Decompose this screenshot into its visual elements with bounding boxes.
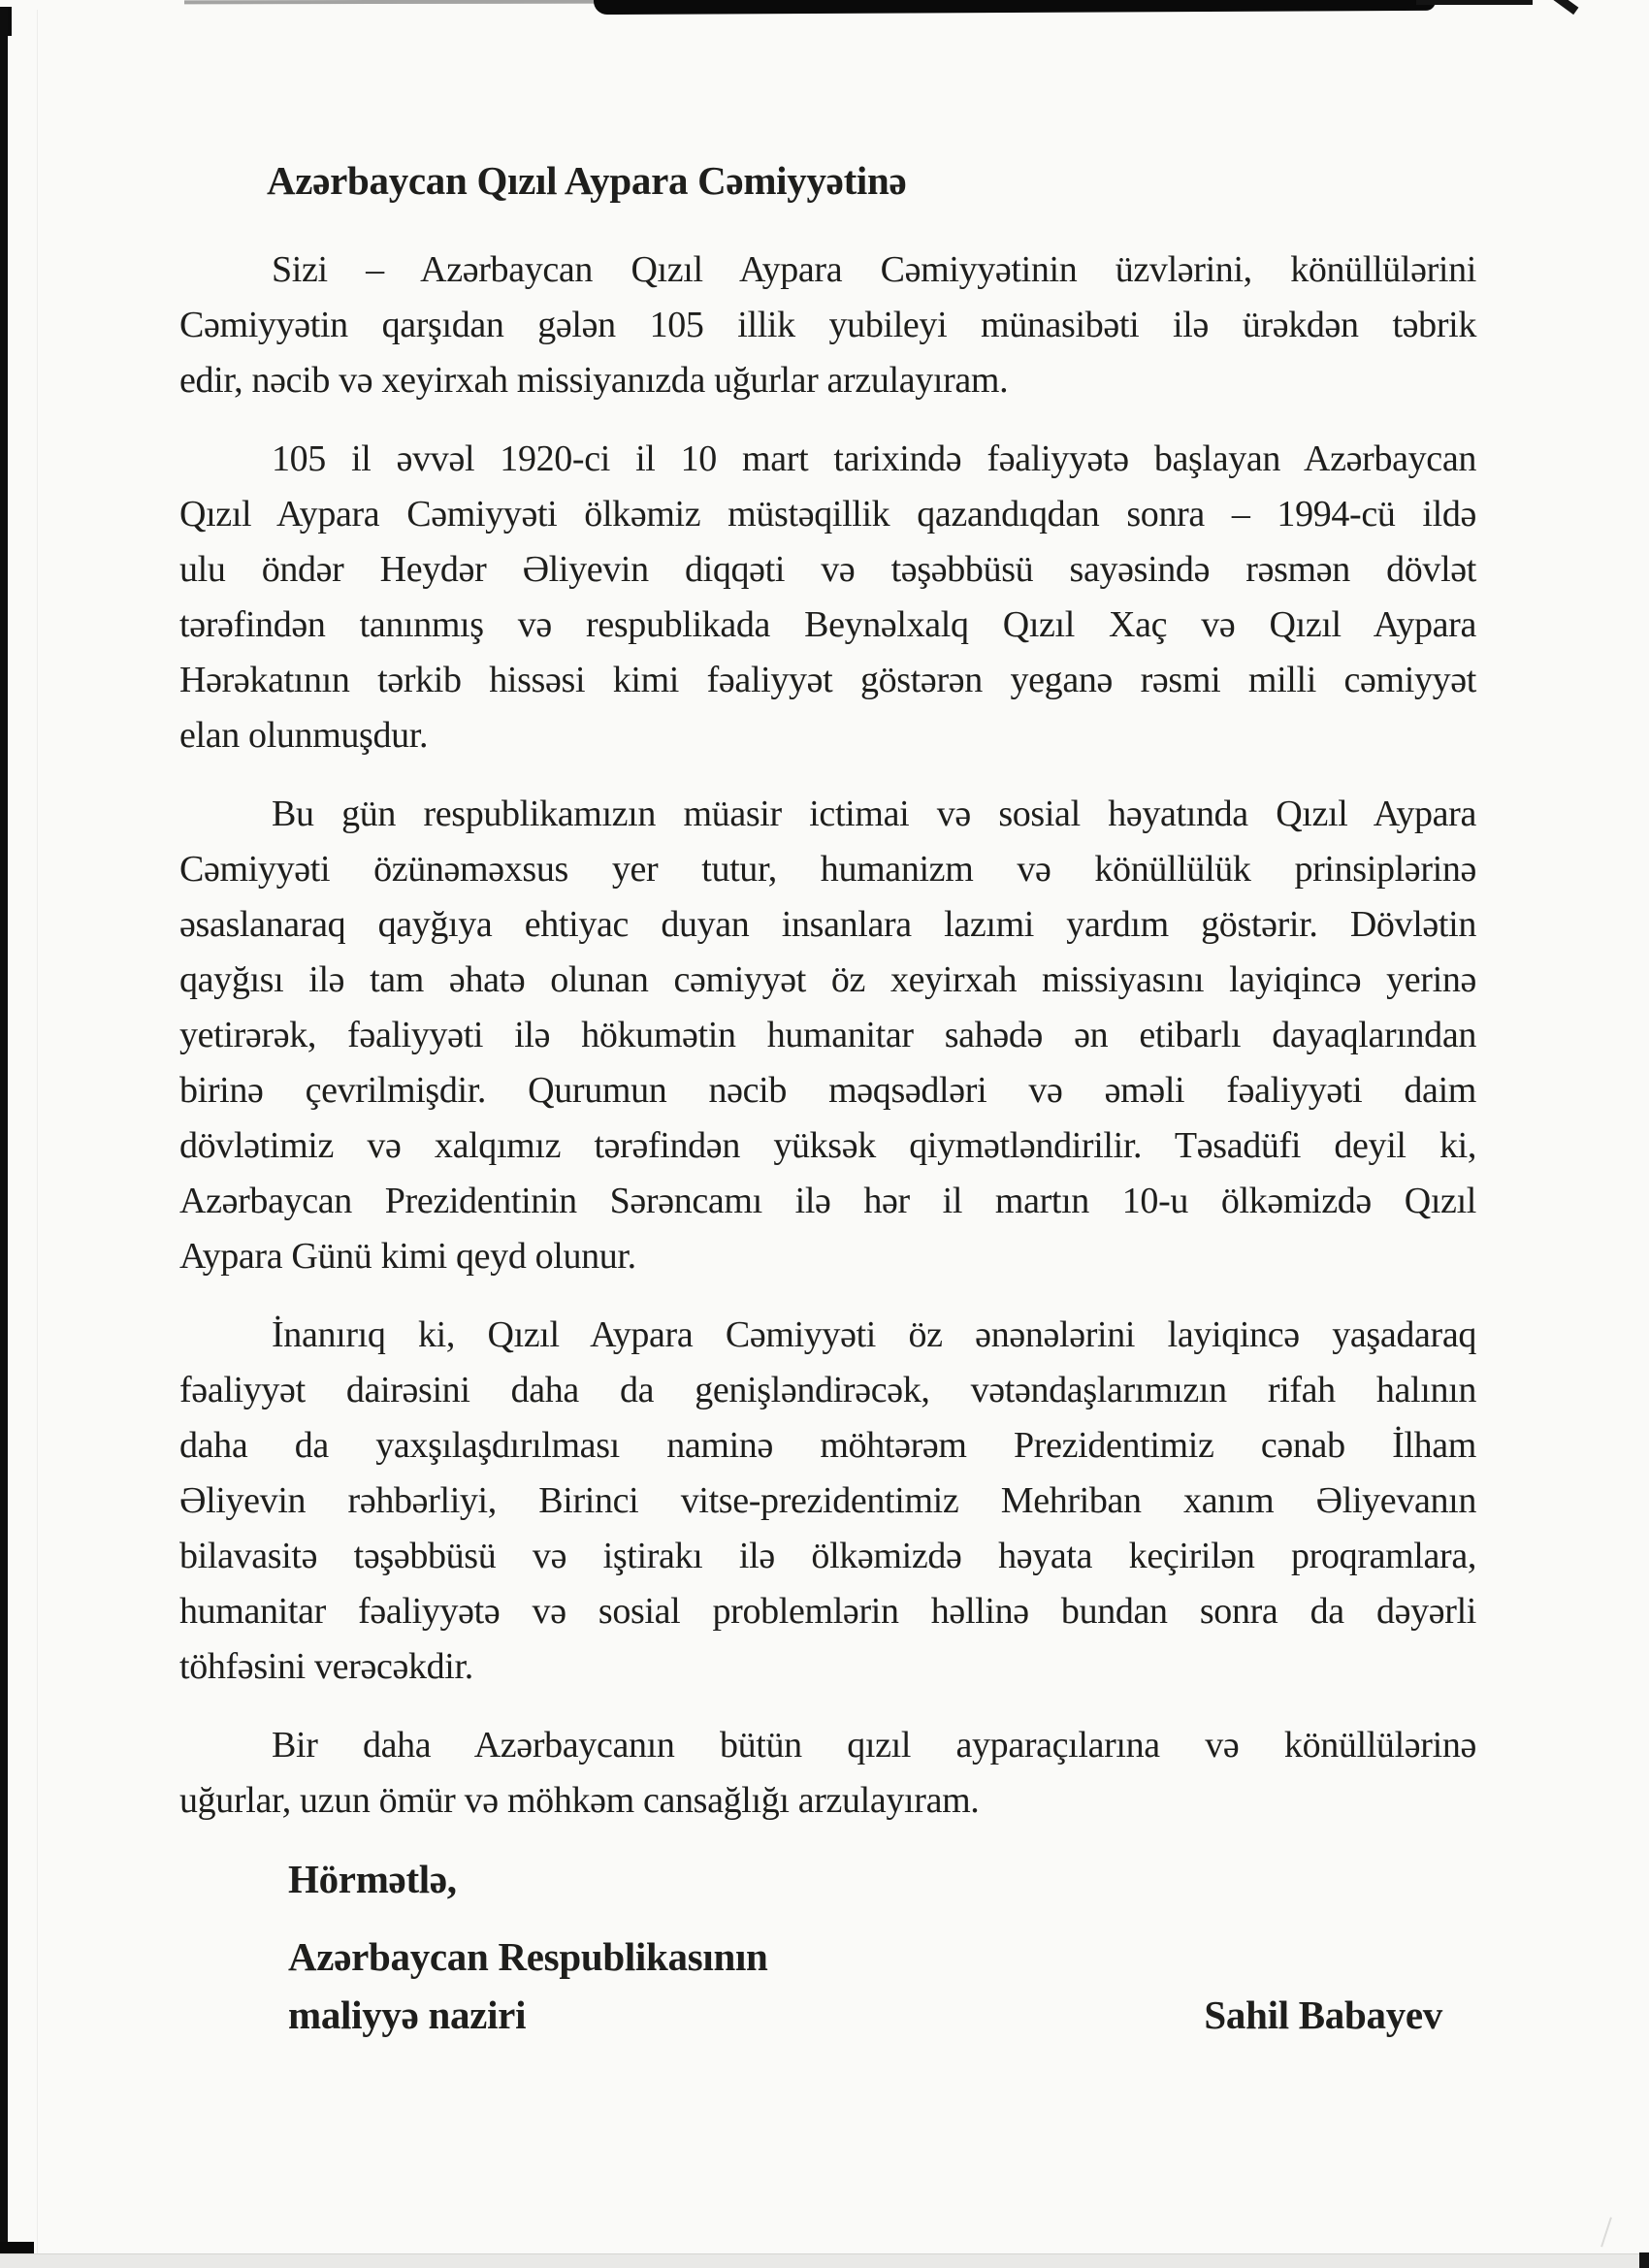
paragraph <box>179 787 1476 1284</box>
text-line: yetirərək, fəaliyyəti ilə hökumətin humanitar sahədə ən etibarlı dayaqlarından <box>179 1015 1476 1055</box>
text-line: Sizi – Azərbaycan Qızıl Aypara Cəmiyyətinin üzvlərini, könüllülərini <box>272 249 1476 290</box>
scan-artifact-top-band <box>594 0 1436 15</box>
letter-closing <box>179 1852 1476 2043</box>
text-line: fəaliyyət dairəsini daha da genişləndirəcək, vətəndaşlarımızın rifah halının <box>179 1370 1476 1410</box>
scan-artifact-corner-scratch <box>1539 0 1579 15</box>
text-line: ulu öndər Heydər Əliyevin diqqəti və təşəbbüsü sayəsində rəsmən dövlət <box>179 549 1476 590</box>
text-line: Azərbaycan Prezidentinin Sərəncamı ilə hər il martın 10-u ölkəmizdə Qızıl <box>179 1181 1476 1221</box>
letter-body <box>179 243 1476 1829</box>
paragraph <box>179 1308 1476 1695</box>
text-line: əsaslanaraq qayğıya ehtiyac duyan insanlara lazımi yardım göstərir. Dövlətin <box>179 904 1476 945</box>
text-line: 105 il əvvəl 1920-ci il 10 mart tarixində fəaliyyətə başlayan Azərbaycan <box>272 438 1476 479</box>
text-line: Cəmiyyətin qarşıdan gələn 105 illik yubileyi münasibəti ilə ürəkdən təbrik <box>179 305 1476 345</box>
text-line: Aypara Günü kimi qeyd olunur. <box>179 1236 636 1277</box>
text-line: tərəfindən tanınmış və respublikada Beynəlxalq Qızıl Xaç və Qızıl Aypara <box>179 604 1476 645</box>
text-line: bilavasitə təşəbbüsü və iştirakı ilə ölkəmizdə həyata keçirilən proqramlara, <box>179 1536 1476 1576</box>
text-line: birinə çevrilmişdir. Qurumun nəcib məqsədləri və əməli fəaliyyəti daim <box>179 1070 1476 1111</box>
text-line: Əliyevin rəhbərliyi, Birinci vitse-prezidentimiz Mehriban xanım Əliyevanın <box>179 1480 1476 1521</box>
text-line: töhfəsini verəcəkdir. <box>179 1646 473 1687</box>
sender-organization: Azərbaycan Respublikasının <box>288 1934 768 1979</box>
text-line: Hərəkatının tərkib hissəsi kimi fəaliyyət göstərən yeganə rəsmi milli cəmiyyət <box>179 660 1476 700</box>
text-line: Bu gün respublikamızın müasir ictimai və sosial həyatında Qızıl Aypara <box>272 794 1476 834</box>
scan-artifact-top-line <box>184 0 611 4</box>
closing-salutation: Hörmətlə, <box>288 1857 457 1901</box>
sender-title: maliyyə naziri <box>288 1993 527 2037</box>
text-line: uğurlar, uzun ömür və möhkəm cansağlığı arzulayıram. <box>179 1780 980 1821</box>
paragraph <box>179 432 1476 763</box>
signer-name: Sahil Babayev <box>1204 1993 1442 2037</box>
paragraph <box>179 243 1476 408</box>
text-line: qayğısı ilə tam əhatə olunan cəmiyyət öz xeyirxah missiyasını layiqincə yerinə <box>179 959 1476 1000</box>
text-line: dövlətimiz və xalqımız tərəfindən yüksək qiymətləndirilir. Təsadüfi deyil ki, <box>179 1125 1476 1166</box>
text-line: Cəmiyyəti özünəməxsus yer tutur, humanizm və könüllülük prinsiplərinə <box>179 849 1476 890</box>
scan-artifact-bottom-right-mark <box>1639 2252 1649 2268</box>
scan-artifact-bottom-strip <box>0 2253 1649 2268</box>
paragraph <box>179 1718 1476 1829</box>
text-line: daha da yaxşılaşdırılması naminə möhtərəm Prezidentimiz cənab İlham <box>179 1425 1476 1466</box>
text-line: edir, nəcib və xeyirxah missiyanızda uğurlar arzulayıram. <box>179 360 1009 401</box>
scan-artifact-bottom-scratch <box>1600 2217 1612 2247</box>
scan-artifact-page-fold-line <box>37 10 38 2253</box>
letter-title: Azərbaycan Qızıl Aypara Cəmiyyətinə <box>267 158 907 203</box>
text-line: humanitar fəaliyyətə və sosial problemlərin həllinə bundan sonra da dəyərli <box>179 1591 1476 1632</box>
signature-row <box>179 1988 1476 2043</box>
text-line: Qızıl Aypara Cəmiyyəti ölkəmiz müstəqillik qazandıqdan sonra – 1994-cü ildə <box>179 494 1476 535</box>
scan-artifact-left-edge-strip <box>0 7 8 2244</box>
text-line: elan olunmuşdur. <box>179 715 429 756</box>
text-line: Bir daha Azərbaycanın bütün qızıl ayparaçılarına və könüllülərinə <box>272 1725 1476 1766</box>
text-line: İnanırıq ki, Qızıl Aypara Cəmiyyəti öz ənənələrini layiqincə yaşadaraq <box>272 1314 1476 1355</box>
letter <box>179 153 1476 2043</box>
scan-artifact-top-line-right <box>1416 0 1533 5</box>
